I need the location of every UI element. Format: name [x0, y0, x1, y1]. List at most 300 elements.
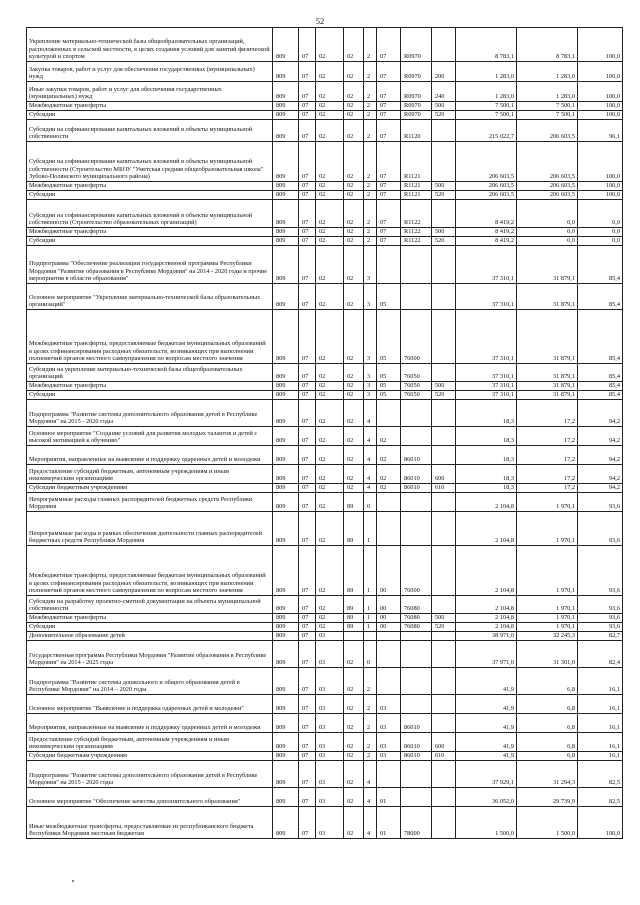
program-code: 02	[344, 310, 364, 364]
table-row	[27, 807, 623, 839]
subprogram-code: 2	[364, 102, 377, 111]
program-code: 02	[344, 62, 364, 82]
table-row	[27, 446, 623, 465]
executed-amount: 6,8	[517, 733, 578, 752]
event-code: 03	[377, 733, 401, 752]
row-name: Межбюджетные трансферты	[27, 382, 273, 391]
target-article-code: R0970	[401, 102, 432, 111]
subprogram-code: 2	[364, 182, 377, 191]
event-code: 00	[377, 623, 401, 632]
section-code: 07	[299, 111, 316, 120]
event-code: 05	[377, 391, 401, 400]
program-code: 02	[344, 142, 364, 182]
subsection-code: 02	[316, 28, 344, 62]
subprogram-code: 2	[364, 714, 377, 733]
subprogram-code	[364, 632, 377, 641]
executed-amount: 1 970,1	[517, 493, 578, 512]
executed-amount: 7 500,1	[517, 111, 578, 120]
subsection-code: 03	[316, 714, 344, 733]
executed-amount: 29 739,9	[517, 788, 578, 807]
expense-type-code	[432, 246, 456, 284]
execution-percent: 100,0	[578, 807, 623, 839]
section-code: 07	[299, 546, 316, 596]
section-code: 07	[299, 465, 316, 484]
subsection-code: 03	[316, 752, 344, 761]
ministry-code: 809	[273, 807, 299, 839]
planned-amount: 41,9	[456, 668, 517, 695]
section-code: 07	[299, 807, 316, 839]
row-name: Основное мероприятие "Выявление и поддержка одаренных детей и молодежи"	[27, 695, 273, 714]
subprogram-code: 2	[364, 668, 377, 695]
planned-amount: 18,3	[456, 446, 517, 465]
subprogram-code: 2	[364, 191, 377, 200]
expense-type-code: 520	[432, 191, 456, 200]
subsection-code: 02	[316, 391, 344, 400]
program-code: 02	[344, 788, 364, 807]
execution-percent: 100,0	[578, 191, 623, 200]
table-row	[27, 191, 623, 200]
target-article-code	[401, 246, 432, 284]
planned-amount: 8 419,2	[456, 228, 517, 237]
ministry-code: 809	[273, 788, 299, 807]
row-name: Предоставление субсидий бюджетным, автономным учреждениям и иным некоммерческим организациям	[27, 465, 273, 484]
executed-amount: 1 970,1	[517, 546, 578, 596]
subsection-code: 02	[316, 120, 344, 142]
executed-amount: 17,2	[517, 446, 578, 465]
executed-amount: 6,8	[517, 752, 578, 761]
row-name: Непрограммные расходы главных распорядителей бюджетных средств Республики Мордовия	[27, 493, 273, 512]
section-code: 07	[299, 246, 316, 284]
table-row	[27, 310, 623, 364]
subsection-code: 03	[316, 695, 344, 714]
event-code: 02	[377, 446, 401, 465]
table-row	[27, 182, 623, 191]
event-code: 00	[377, 596, 401, 614]
target-article-code	[401, 400, 432, 427]
ministry-code: 809	[273, 200, 299, 228]
section-code: 07	[299, 695, 316, 714]
event-code: 01	[377, 807, 401, 839]
expense-type-code: 500	[432, 228, 456, 237]
row-name: Субсидии	[27, 391, 273, 400]
executed-amount: 31 879,1	[517, 364, 578, 382]
row-name: Субсидии на софинансирование капитальных вложений в объекты муниципальной собственности (Строительство образовательных организаций)	[27, 200, 273, 228]
target-article-code: R1122	[401, 228, 432, 237]
execution-percent: 94,2	[578, 465, 623, 484]
target-article-code: 86010	[401, 465, 432, 484]
event-code: 00	[377, 546, 401, 596]
program-code: 02	[344, 465, 364, 484]
table-row	[27, 364, 623, 382]
row-name: Межбюджетные трансферты, предоставляемые бюджетам муниципальных образований в целях софинансирования расходных обязательств, возникающих при выполнении полномочий органов местного самоуправления по вопросам местного значения	[27, 310, 273, 364]
executed-amount: 1 970,1	[517, 512, 578, 546]
event-code: 03	[377, 695, 401, 714]
subsection-code: 02	[316, 310, 344, 364]
program-code: 89	[344, 614, 364, 623]
ministry-code: 809	[273, 382, 299, 391]
subprogram-code: 3	[364, 246, 377, 284]
execution-percent: 16,1	[578, 695, 623, 714]
planned-amount: 41,9	[456, 714, 517, 733]
ministry-code: 809	[273, 614, 299, 623]
subprogram-code: 3	[364, 364, 377, 382]
executed-amount: 7 500,1	[517, 102, 578, 111]
planned-amount: 37 971,0	[456, 641, 517, 668]
program-code: 02	[344, 28, 364, 62]
planned-amount: 2 104,8	[456, 493, 517, 512]
execution-percent: 16,1	[578, 733, 623, 752]
subprogram-code: 2	[364, 142, 377, 182]
subsection-code: 03	[316, 788, 344, 807]
section-code: 07	[299, 182, 316, 191]
executed-amount: 1 500,0	[517, 807, 578, 839]
target-article-code: 76050	[401, 391, 432, 400]
subprogram-code: 2	[364, 120, 377, 142]
target-article-code	[401, 512, 432, 546]
program-code: 02	[344, 807, 364, 839]
expense-type-code	[432, 446, 456, 465]
ministry-code: 809	[273, 120, 299, 142]
program-code: 02	[344, 752, 364, 761]
execution-percent: 82,7	[578, 632, 623, 641]
subprogram-code: 1	[364, 546, 377, 596]
event-code: 03	[377, 752, 401, 761]
planned-amount: 37 310,1	[456, 382, 517, 391]
row-name: Субсидии	[27, 191, 273, 200]
planned-amount: 1 500,0	[456, 807, 517, 839]
target-article-code	[401, 761, 432, 788]
subsection-code: 02	[316, 465, 344, 484]
event-code: 02	[377, 465, 401, 484]
subprogram-code: 2	[364, 752, 377, 761]
subsection-code: 02	[316, 623, 344, 632]
target-article-code	[401, 788, 432, 807]
target-article-code: R1122	[401, 200, 432, 228]
table-row	[27, 623, 623, 632]
row-name: Субсидии на укрепление материально-технической базы общеобразовательных организаций	[27, 364, 273, 382]
row-name: Субсидии на софинансирование капитальных вложений в объекты муниципальной собственности (Строительство МБОУ "Уметская средняя общеобразовательная школа" Зубово-Полянского муниципального района)	[27, 142, 273, 182]
section-code: 07	[299, 382, 316, 391]
subprogram-code: 1	[364, 623, 377, 632]
ministry-code: 809	[273, 427, 299, 446]
planned-amount: 2 104,8	[456, 623, 517, 632]
execution-percent: 94,2	[578, 484, 623, 493]
event-code	[377, 512, 401, 546]
program-code: 02	[344, 182, 364, 191]
event-code: 07	[377, 142, 401, 182]
expense-type-code: 600	[432, 465, 456, 484]
subprogram-code: 0	[364, 641, 377, 668]
subprogram-code: 2	[364, 200, 377, 228]
row-name: Предоставление субсидий бюджетным, автономным учреждениям и иным некоммерческим организациям	[27, 733, 273, 752]
planned-amount: 37 310,1	[456, 284, 517, 310]
expense-type-code: 500	[432, 102, 456, 111]
ministry-code: 809	[273, 246, 299, 284]
section-code: 07	[299, 228, 316, 237]
target-article-code: R1121	[401, 182, 432, 191]
planned-amount: 2 104,8	[456, 512, 517, 546]
ministry-code: 809	[273, 111, 299, 120]
ministry-code: 809	[273, 82, 299, 102]
planned-amount: 8 419,2	[456, 200, 517, 228]
table-row	[27, 596, 623, 614]
event-code: 05	[377, 364, 401, 382]
planned-amount: 18,3	[456, 484, 517, 493]
program-code: 02	[344, 733, 364, 752]
event-code: 07	[377, 111, 401, 120]
expense-type-code	[432, 142, 456, 182]
event-code: 00	[377, 614, 401, 623]
row-name: Укрепление материально-технической базы общеобразовательных организаций, расположенных в сельской местности, в целях создания условий для занятий физической культурой и спортом	[27, 28, 273, 62]
subprogram-code: 2	[364, 695, 377, 714]
subsection-code: 02	[316, 191, 344, 200]
executed-amount: 31 294,3	[517, 761, 578, 788]
section-code: 07	[299, 391, 316, 400]
subprogram-code: 1	[364, 512, 377, 546]
executed-amount: 206 603,5	[517, 120, 578, 142]
section-code: 07	[299, 400, 316, 427]
event-code: 07	[377, 191, 401, 200]
table-row	[27, 427, 623, 446]
target-article-code	[401, 641, 432, 668]
table-row	[27, 465, 623, 484]
executed-amount: 1 970,1	[517, 623, 578, 632]
table-row	[27, 493, 623, 512]
target-article-code: R1122	[401, 237, 432, 246]
table-row	[27, 142, 623, 182]
section-code: 07	[299, 714, 316, 733]
event-code: 07	[377, 182, 401, 191]
execution-percent: 100,0	[578, 102, 623, 111]
target-article-code: R0970	[401, 82, 432, 102]
subsection-code: 02	[316, 237, 344, 246]
table-row	[27, 200, 623, 228]
subprogram-code: 3	[364, 391, 377, 400]
executed-amount: 206 603,5	[517, 182, 578, 191]
subprogram-code: 3	[364, 382, 377, 391]
expense-type-code: 520	[432, 391, 456, 400]
subsection-code: 02	[316, 484, 344, 493]
subsection-code: 02	[316, 102, 344, 111]
executed-amount: 1 283,0	[517, 62, 578, 82]
expense-type-code	[432, 807, 456, 839]
row-name: Основное мероприятие "Создание условий для развития молодых талантов и детей с высокой мотивацией к обучению"	[27, 427, 273, 446]
program-code: 02	[344, 484, 364, 493]
executed-amount: 17,2	[517, 400, 578, 427]
subprogram-code: 4	[364, 788, 377, 807]
program-code: 02	[344, 695, 364, 714]
subsection-code: 02	[316, 546, 344, 596]
row-name: Подпрограмма "Развитие системы дошкольного и общего образования детей в Республике Мордовия" на 2014 – 2020 годы	[27, 668, 273, 695]
row-name: Непрограммные расходы в рамках обеспечения деятельности главных распорядителей бюджетных средств Республики Мордовия	[27, 512, 273, 546]
event-code	[377, 761, 401, 788]
target-article-code: 86010	[401, 733, 432, 752]
program-code: 02	[344, 446, 364, 465]
section-code: 07	[299, 142, 316, 182]
executed-amount: 17,2	[517, 484, 578, 493]
row-name: Государственная программа Республики Мордовия "Развитие образования в Республике Мордовия" на 2014 - 2025 годы	[27, 641, 273, 668]
target-article-code: 76080	[401, 614, 432, 623]
target-article-code: 78000	[401, 807, 432, 839]
executed-amount: 31 879,1	[517, 310, 578, 364]
row-name: Субсидии	[27, 623, 273, 632]
event-code: 05	[377, 284, 401, 310]
ministry-code: 809	[273, 465, 299, 484]
event-code	[377, 246, 401, 284]
program-code: 89	[344, 493, 364, 512]
execution-percent: 85,4	[578, 391, 623, 400]
ministry-code: 809	[273, 761, 299, 788]
event-code: 07	[377, 228, 401, 237]
program-code: 89	[344, 512, 364, 546]
table-row	[27, 484, 623, 493]
ministry-code: 809	[273, 310, 299, 364]
subsection-code: 03	[316, 807, 344, 839]
executed-amount: 31 879,1	[517, 284, 578, 310]
program-code: 89	[344, 623, 364, 632]
section-code: 07	[299, 82, 316, 102]
target-article-code	[401, 632, 432, 641]
budget-table	[26, 27, 623, 839]
expense-type-code: 520	[432, 237, 456, 246]
subsection-code: 02	[316, 200, 344, 228]
ministry-code: 809	[273, 191, 299, 200]
executed-amount: 31 879,1	[517, 391, 578, 400]
row-name: Межбюджетные трансферты	[27, 182, 273, 191]
subprogram-code: 4	[364, 427, 377, 446]
execution-percent: 96,1	[578, 120, 623, 142]
target-article-code: 76080	[401, 623, 432, 632]
expense-type-code	[432, 596, 456, 614]
execution-percent: 94,2	[578, 400, 623, 427]
expense-type-code	[432, 310, 456, 364]
expense-type-code	[432, 546, 456, 596]
subprogram-code: 2	[364, 228, 377, 237]
ministry-code: 809	[273, 364, 299, 382]
target-article-code: 86010	[401, 484, 432, 493]
ministry-code: 809	[273, 714, 299, 733]
row-name: Подпрограмма "Развитие системы дополнительного образования детей в Республике Мордовия" на 2015 - 2020 годы	[27, 400, 273, 427]
execution-percent: 93,6	[578, 512, 623, 546]
ministry-code: 809	[273, 62, 299, 82]
program-code	[344, 632, 364, 641]
section-code: 07	[299, 733, 316, 752]
program-code: 02	[344, 641, 364, 668]
planned-amount: 41,9	[456, 695, 517, 714]
table-row	[27, 546, 623, 596]
subsection-code: 03	[316, 632, 344, 641]
program-code: 02	[344, 120, 364, 142]
planned-amount: 1 283,0	[456, 82, 517, 102]
execution-percent: 100,0	[578, 82, 623, 102]
subsection-code: 02	[316, 364, 344, 382]
execution-percent: 85,4	[578, 284, 623, 310]
section-code: 07	[299, 761, 316, 788]
expense-type-code	[432, 668, 456, 695]
ministry-code: 809	[273, 102, 299, 111]
subsection-code: 02	[316, 382, 344, 391]
section-code: 07	[299, 364, 316, 382]
ministry-code: 809	[273, 446, 299, 465]
subprogram-code: 1	[364, 596, 377, 614]
event-code: 07	[377, 120, 401, 142]
table-row	[27, 120, 623, 142]
table-row	[27, 111, 623, 120]
ministry-code: 809	[273, 512, 299, 546]
subsection-code: 02	[316, 493, 344, 512]
row-name: Субсидии бюджетным учреждениям	[27, 484, 273, 493]
table-row	[27, 237, 623, 246]
section-code: 07	[299, 191, 316, 200]
expense-type-code	[432, 761, 456, 788]
program-code: 02	[344, 246, 364, 284]
expense-type-code	[432, 284, 456, 310]
executed-amount: 32 245,3	[517, 632, 578, 641]
subsection-code: 02	[316, 228, 344, 237]
row-name: Субсидии на разработку проектно-сметной документации на объекты муниципальной собственности	[27, 596, 273, 614]
target-article-code	[401, 695, 432, 714]
planned-amount: 2 104,8	[456, 546, 517, 596]
table-row	[27, 641, 623, 668]
planned-amount: 37 310,1	[456, 391, 517, 400]
planned-amount: 7 500,1	[456, 102, 517, 111]
event-code	[377, 493, 401, 512]
section-code: 07	[299, 62, 316, 82]
executed-amount: 6,8	[517, 695, 578, 714]
event-code: 03	[377, 714, 401, 733]
subsection-code: 03	[316, 761, 344, 788]
program-code: 02	[344, 714, 364, 733]
target-article-code	[401, 493, 432, 512]
table-row	[27, 733, 623, 752]
program-code: 02	[344, 284, 364, 310]
subsection-code: 02	[316, 284, 344, 310]
subprogram-code: 4	[364, 400, 377, 427]
subprogram-code: 2	[364, 111, 377, 120]
table-row	[27, 246, 623, 284]
event-code: 02	[377, 484, 401, 493]
planned-amount: 18,3	[456, 427, 517, 446]
subsection-code: 02	[316, 111, 344, 120]
expense-type-code: 200	[432, 62, 456, 82]
event-code: 07	[377, 237, 401, 246]
execution-percent: 0,0	[578, 228, 623, 237]
scan-speck	[72, 880, 74, 882]
subsection-code: 02	[316, 400, 344, 427]
program-code: 02	[344, 102, 364, 111]
subsection-code: 02	[316, 62, 344, 82]
program-code: 02	[344, 400, 364, 427]
program-code: 02	[344, 668, 364, 695]
program-code: 02	[344, 391, 364, 400]
program-code: 89	[344, 546, 364, 596]
ministry-code: 809	[273, 400, 299, 427]
subprogram-code: 3	[364, 284, 377, 310]
executed-amount: 0,0	[517, 200, 578, 228]
target-article-code: 86010	[401, 714, 432, 733]
event-code: 02	[377, 427, 401, 446]
ministry-code: 809	[273, 641, 299, 668]
page-number: 52	[315, 16, 325, 26]
expense-type-code: 240	[432, 82, 456, 102]
target-article-code: 76000	[401, 546, 432, 596]
execution-percent: 93,6	[578, 614, 623, 623]
expense-type-code: 610	[432, 752, 456, 761]
expense-type-code	[432, 427, 456, 446]
execution-percent: 82,5	[578, 761, 623, 788]
section-code: 07	[299, 614, 316, 623]
subprogram-code: 2	[364, 62, 377, 82]
